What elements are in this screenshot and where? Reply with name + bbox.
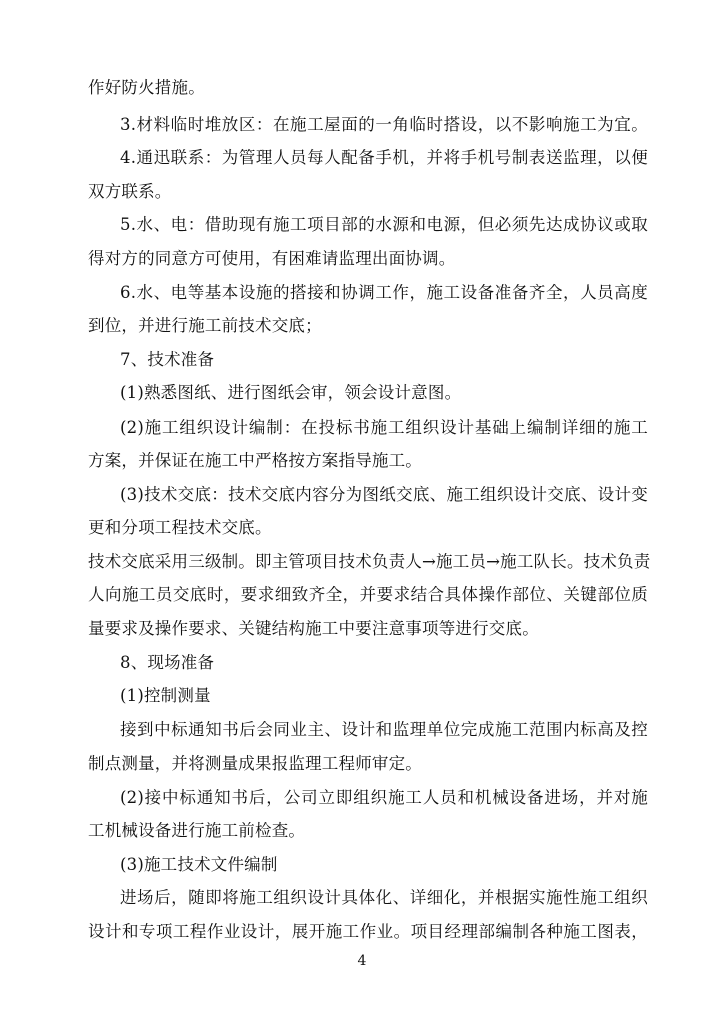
text-line: (3)施工技术文件编制 — [120, 855, 278, 874]
text-line: 得对方的同意方可使用，有困难请监理出面协调。 — [88, 249, 456, 268]
text-line: 方案，并保证在施工中严格按方案指导施工。 — [88, 451, 422, 470]
text-line: 6.水、电等基本设施的搭接和协调工作，施工设备准备齐全，人员高度 — [120, 283, 648, 302]
text-line: (2)施工组织设计编制：在投标书施工组织设计基础上编制详细的施工 — [120, 418, 648, 437]
section-heading: 7、技术准备 — [120, 350, 215, 369]
text-line: 4.通迅联系：为管理人员每人配备手机，并将手机号制表送监理，以便 — [120, 148, 648, 167]
text-line: 作好防火措施。 — [88, 78, 205, 97]
text-line: 双方联系。 — [88, 182, 172, 201]
text-line: 到位，并进行施工前技术交底； — [88, 316, 322, 335]
text-line: (1)控制测量 — [120, 686, 211, 705]
page-number: 4 — [357, 953, 367, 969]
text-line: (3)技术交底：技术交底内容分为图纸交底、施工组织设计交底、设计变 — [120, 485, 648, 504]
text-line: 5.水、电：借助现有施工项目部的水源和电源，但必须先达成协议或取 — [120, 215, 648, 234]
text-line: (2)接中标通知书后，公司立即组织施工人员和机械设备进场，并对施 — [120, 788, 648, 807]
text-line: 3.材料临时堆放区：在施工屋面的一角临时搭设，以不影响施工为宜。 — [120, 115, 648, 134]
text-line: 更和分项工程技术交底。 — [88, 518, 272, 537]
text-line: 人向施工员交底时，要求细致齐全，并要求结合具体操作部位、关键部位质 — [88, 585, 648, 604]
text-line: (1)熟悉图纸、进行图纸会审，领会设计意图。 — [120, 383, 462, 402]
text-line: 接到中标通知书后会同业主、设计和监理单位完成施工范围内标高及控 — [120, 720, 648, 739]
text-line: 工机械设备进行施工前检查。 — [88, 821, 306, 840]
text-line: 技术交底采用三级制。即主管项目技术负责人→施工员→施工队长。技术负责 — [88, 552, 651, 571]
text-line: 量要求及操作要求、关键结构施工中要注意事项等进行交底。 — [88, 619, 539, 638]
text-line: 制点测量，并将测量成果报监理工程师审定。 — [88, 754, 422, 773]
text-line: 进场后，随即将施工组织设计具体化、详细化，并根据实施性施工组织 — [120, 888, 648, 907]
section-heading: 8、现场准备 — [120, 653, 215, 672]
text-line: 设计和专项工程作业设计，展开施工作业。项目经理部编制各种施工图表， — [88, 922, 648, 941]
